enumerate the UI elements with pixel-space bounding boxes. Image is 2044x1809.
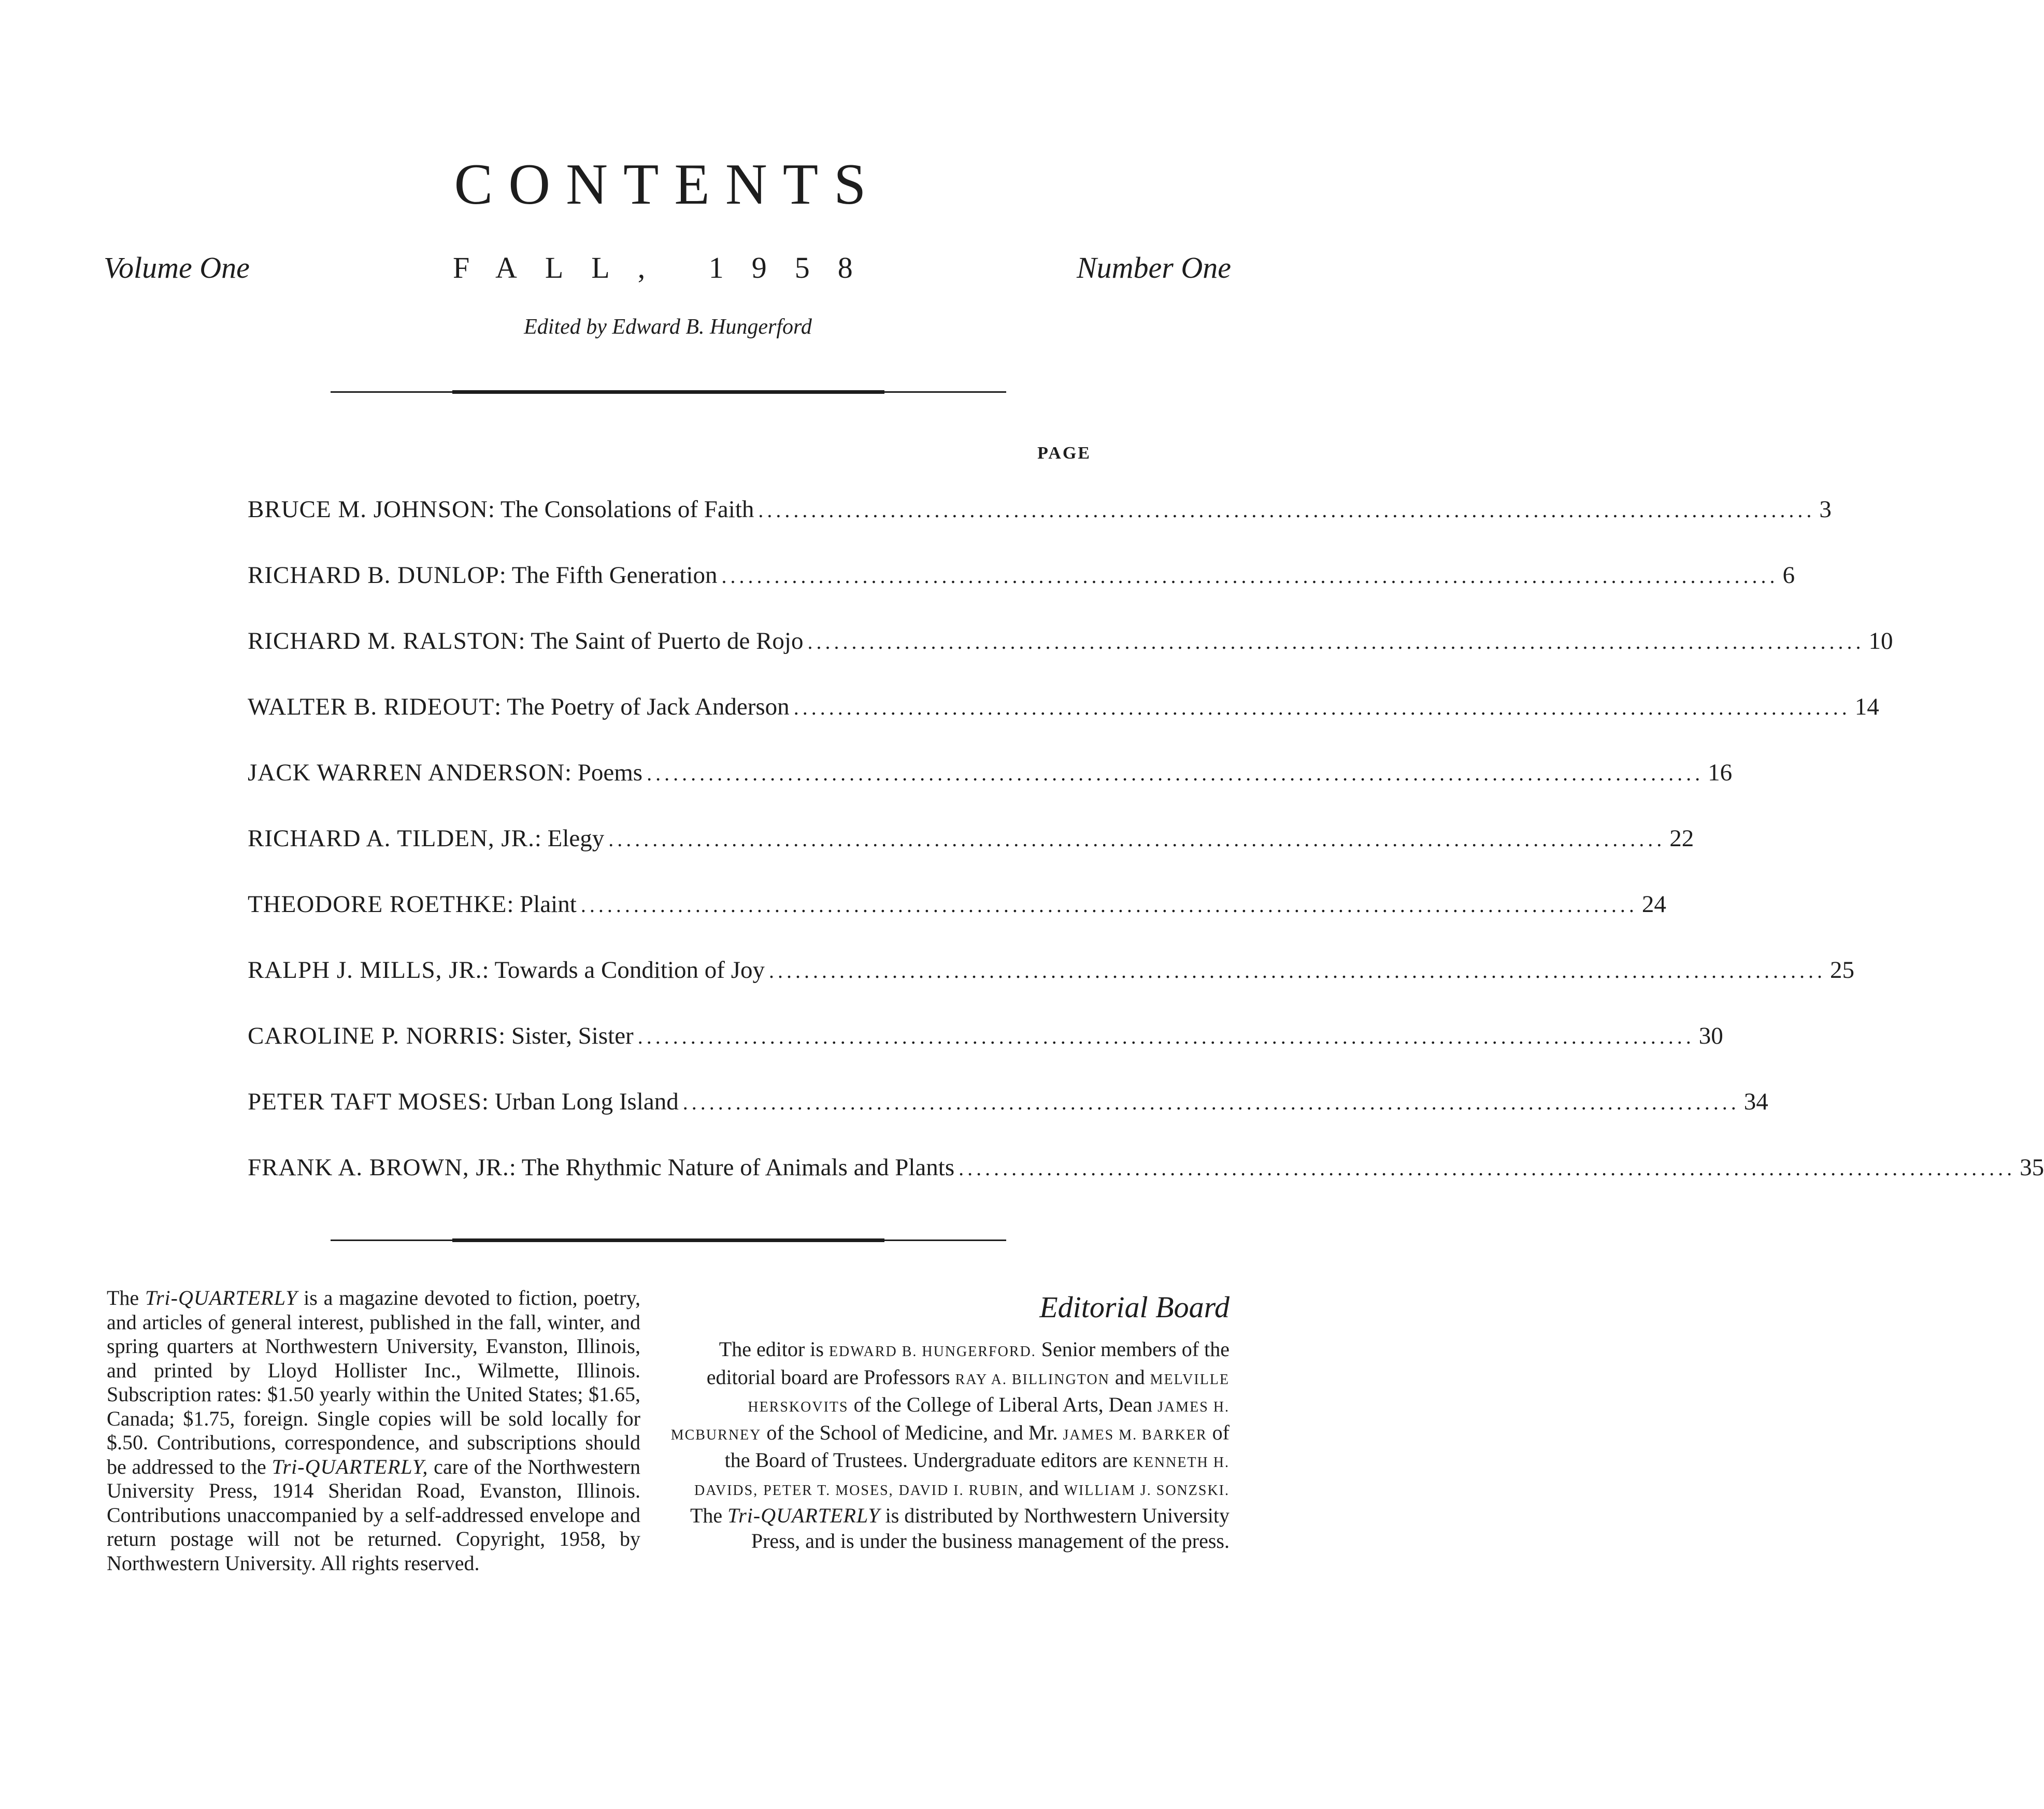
toc-page: 16: [1708, 759, 1733, 786]
dot-leader: ........................................................................................................................: [608, 828, 1666, 851]
editorial-board-heading: Editorial Board: [1039, 1290, 1230, 1324]
board-text: [758, 1476, 763, 1500]
toc-entry: RICHARD B. DUNLOP: The Fifth Generation ........................................................................................................................ 6: [248, 562, 1795, 589]
publication-info: [107, 1286, 640, 1575]
board-member: KENNETH H. DAVIDS,: [694, 1455, 1230, 1499]
toc-author: RICHARD A. TILDEN, JR.: [248, 825, 535, 852]
board-text: [894, 1476, 899, 1500]
board-member: JAMES M. BARKER: [1063, 1427, 1207, 1443]
dot-leader: ........................................................................................................................: [793, 696, 1851, 719]
toc-author: JACK WARREN ANDERSON: [248, 759, 565, 786]
toc-title: The Poetry of Jack Anderson: [507, 693, 790, 720]
page-title: CONTENTS: [454, 152, 882, 217]
magazine-name: Tri-QUARTERLY: [727, 1504, 880, 1527]
toc-page: 22: [1669, 825, 1694, 852]
toc-entry: PETER TAFT MOSES: Urban Long Island ........................................................................................................................ 34: [248, 1088, 1768, 1115]
info-text: The: [107, 1286, 145, 1309]
board-member: JAMES H. MCBURNEY: [670, 1399, 1230, 1443]
issue-label: FALL, 1958: [453, 251, 881, 284]
toc-title: Urban Long Island: [494, 1088, 679, 1115]
toc-page: 24: [1641, 891, 1666, 918]
board-text: of the College of Liberal Arts, Dean: [848, 1393, 1158, 1416]
toc-page: 3: [1819, 496, 1832, 523]
board-text: The: [690, 1504, 728, 1527]
dot-leader: ........................................................................................................................: [647, 762, 1704, 785]
board-member: EDWARD B. HUNGERFORD.: [828, 1344, 1036, 1360]
toc-page: 35: [2020, 1154, 2044, 1181]
dot-leader: ........................................................................................................................: [807, 630, 1865, 653]
magazine-name: Tri-QUARTERLY: [145, 1286, 298, 1309]
toc-entry: RICHARD A. TILDEN, JR.: Elegy ........................................................................................................................ 22: [248, 825, 1694, 852]
toc-page: 30: [1698, 1022, 1723, 1049]
toc-title: Elegy: [547, 825, 605, 852]
info-text: care of the Northwestern University Press, 1914 Sheridan Road, Evanston, Illinois. Contributions unaccompanied by a self-addressed envelope and return postage will not be returned. Copyright, 1958, by Northwestern University. All rights reserved.: [107, 1455, 640, 1575]
toc-page: 6: [1782, 562, 1795, 589]
board-text: and: [1023, 1476, 1064, 1500]
dot-leader: ........................................................................................................................: [721, 564, 1779, 588]
toc-page: 14: [1854, 693, 1879, 720]
toc-title: The Fifth Generation: [511, 562, 718, 589]
toc-author: FRANK A. BROWN, JR.: [248, 1154, 509, 1181]
toc-author: WALTER B. RIDEOUT: [248, 693, 495, 720]
masthead: [0, 253, 1336, 294]
toc-page: 25: [1829, 957, 1854, 984]
board-member: RAY A. BILLINGTON: [955, 1371, 1110, 1388]
dot-leader: ........................................................................................................................: [758, 498, 1816, 522]
board-text: Senior members of the editorial board are Professors: [706, 1337, 1230, 1389]
toc-page: 34: [1743, 1088, 1768, 1115]
volume-label: Volume One: [104, 251, 250, 284]
toc-page: 10: [1868, 628, 1893, 654]
toc-entry: JACK WARREN ANDERSON: Poems ........................................................................................................................ 16: [248, 759, 1733, 786]
divider-top: [331, 391, 1006, 393]
toc-author: CAROLINE P. NORRIS: [248, 1022, 499, 1049]
toc-entry: BRUCE M. JOHNSON: The Consolations of Faith ........................................................................................................................ 3: [248, 496, 1832, 523]
dot-leader: ........................................................................................................................: [959, 1157, 2016, 1180]
info-text: is a magazine devoted to fiction, poetry, and articles of general interest, published in the fall, winter, and spring quarters at Northwestern University, Evanston, Illinois, and printed by Lloyd Hollister Inc., Wilmette, Illinois. Subscription rates: $1.50 yearly within the United States; $1.65, Canada; $1.75, foreign. Single copies will be sold locally for $.50. Contributions, correspondence, and subscriptions should be addressed to the: [107, 1286, 641, 1478]
board-member: WILLIAM J. SONZSKI.: [1064, 1482, 1230, 1499]
dot-leader: ........................................................................................................................: [682, 1091, 1740, 1114]
toc-author: RICHARD B. DUNLOP: [248, 562, 499, 589]
board-text: of the Board of Trustees. Undergraduate editors are: [724, 1420, 1230, 1472]
toc-title: The Consolations of Faith: [500, 496, 754, 523]
toc-author: THEODORE ROETHKE: [248, 891, 507, 918]
toc-title: The Rhythmic Nature of Animals and Plants: [521, 1154, 955, 1181]
board-text: of the School of Medicine, and Mr.: [761, 1420, 1063, 1444]
toc-author: RALPH J. MILLS, JR.: [248, 957, 482, 984]
divider-bottom: [331, 1240, 1006, 1241]
table-of-contents: [248, 496, 2044, 1221]
toc-entry: THEODORE ROETHKE: Plaint ........................................................................................................................ 24: [248, 891, 1666, 918]
dot-leader: ........................................................................................................................: [637, 1025, 1695, 1048]
toc-author: BRUCE M. JOHNSON: [248, 496, 488, 523]
magazine-name: Tri-QUARTERLY,: [271, 1455, 428, 1478]
toc-title: Plaint: [520, 891, 577, 918]
toc-entry: WALTER B. RIDEOUT: The Poetry of Jack Anderson ........................................................................................................................ 14: [248, 693, 1879, 720]
toc-title: The Saint of Puerto de Rojo: [531, 628, 804, 654]
board-text: and: [1109, 1365, 1150, 1389]
board-member: PETER T. MOSES,: [763, 1482, 894, 1499]
dot-leader: ........................................................................................................................: [580, 893, 1638, 917]
board-member: MELVILLE HERSKOVITS: [748, 1371, 1230, 1415]
number-label: Number One: [1076, 251, 1231, 284]
page-column-heading: PAGE: [1037, 444, 1091, 463]
toc-entry: RICHARD M. RALSTON: The Saint of Puerto de Rojo ........................................................................................................................ 10: [248, 628, 1893, 654]
toc-entry: RALPH J. MILLS, JR.: Towards a Condition of Joy ........................................................................................................................ 25: [248, 957, 1854, 984]
editor-credit: Edited by Edward B. Hungerford: [524, 315, 812, 339]
board-text: The editor is: [719, 1337, 829, 1361]
board-member: DAVID I. RUBIN,: [898, 1482, 1024, 1499]
toc-entry: CAROLINE P. NORRIS: Sister, Sister ........................................................................................................................ 30: [248, 1022, 1723, 1049]
board-text: is distributed by Northwestern University Press, and is under the business management of the press.: [751, 1504, 1230, 1552]
toc-title: Sister, Sister: [511, 1022, 634, 1049]
toc-entry: FRANK A. BROWN, JR.: The Rhythmic Nature of Animals and Plants ........................................................................................................................ 35: [248, 1154, 2044, 1181]
toc-author: RICHARD M. RALSTON: [248, 628, 519, 654]
toc-title: Poems: [577, 759, 643, 786]
editorial-board-text: [660, 1337, 1230, 1554]
toc-title: Towards a Condition of Joy: [494, 957, 765, 984]
toc-author: PETER TAFT MOSES: [248, 1088, 482, 1115]
dot-leader: ........................................................................................................................: [768, 959, 1826, 982]
